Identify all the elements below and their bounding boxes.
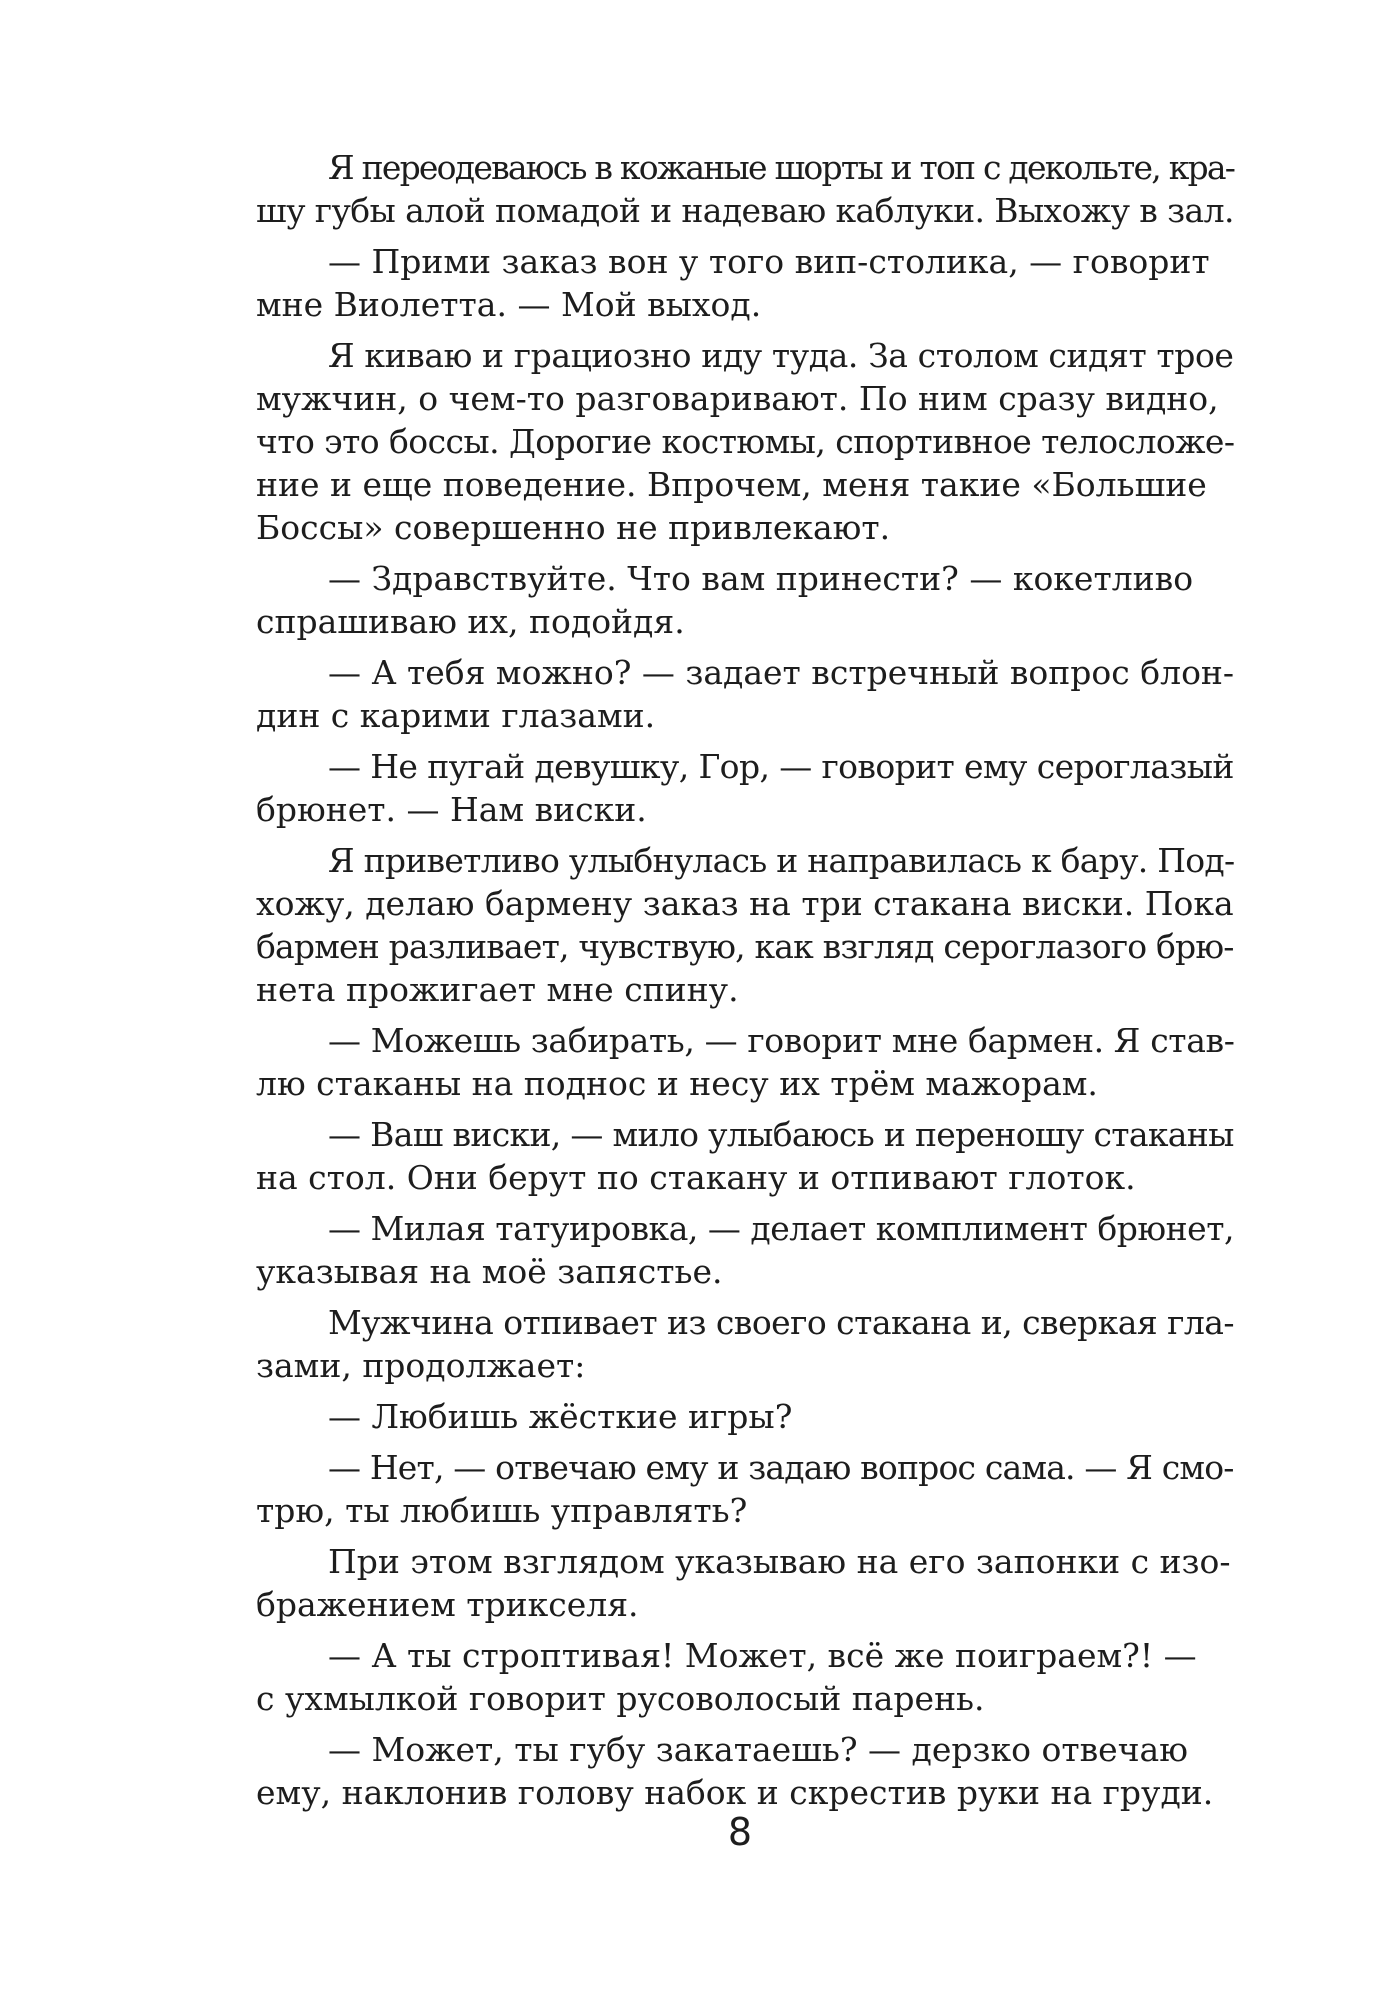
paragraph-gap <box>256 1626 1234 1634</box>
paragraph-gap <box>256 549 1234 557</box>
paragraph-gap <box>256 1720 1234 1728</box>
paragraph-line: на стол. Они берут по стакану и отпивают глоток. <box>256 1158 1136 1197</box>
paragraph-first-line: — Милая татуировка, — делает комплимент брюнет, <box>328 1209 1234 1248</box>
paragraph-line: мужчин, о чем-то разговаривают. По ним сразу видно, <box>256 379 1219 418</box>
paragraph-line: нета прожигает мне спину. <box>256 970 739 1009</box>
paragraph-gap <box>256 1105 1234 1113</box>
paragraph-line: что это боссы. Дорогие костюмы, спортивное телосложе- <box>256 422 1235 461</box>
paragraph-gap <box>256 1199 1234 1207</box>
paragraph-line: лю стаканы на поднос и несу их трём мажорам. <box>256 1064 1098 1103</box>
paragraph-line: ему, наклонив голову набок и скрестив руки на груди. <box>256 1773 1214 1812</box>
paragraph-line: указывая на моё запястье. <box>256 1252 723 1291</box>
paragraph-line: спрашиваю их, подойдя. <box>256 602 685 641</box>
paragraph-first-line: — Можешь забирать, — говорит мне бармен. Я став- <box>328 1021 1235 1060</box>
paragraph-line: ние и еще поведение. Впрочем, меня такие «Большие <box>256 465 1207 504</box>
paragraph-gap <box>256 643 1234 651</box>
paragraph-first-line: — А тебя можно? — задает встречный вопрос блон- <box>328 653 1235 692</box>
paragraph-line: трю, ты любишь управлять? <box>256 1491 748 1530</box>
paragraph-first-line: Мужчина отпивает из своего стакана и, сверкая гла- <box>328 1303 1235 1342</box>
paragraph-first-line: При этом взглядом указываю на его запонки с изо- <box>328 1542 1231 1581</box>
paragraph-first-line: — А ты строптивая! Может, всё же поиграем?! — <box>328 1636 1197 1675</box>
paragraph-line: зами, продолжает: <box>256 1346 586 1385</box>
paragraph-gap <box>256 737 1234 745</box>
paragraph-gap <box>256 1387 1234 1395</box>
paragraph-line: брюнет. — Нам виски. <box>256 790 647 829</box>
paragraph-first-line: — Не пугай девушку, Гор, — говорит ему сероглазый <box>328 747 1234 786</box>
paragraph-line: бармен разливает, чувствую, как взгляд сероглазого брю- <box>256 927 1234 966</box>
paragraph-line: хожу, делаю бармену заказ на три стакана виски. Пока <box>256 884 1234 923</box>
paragraph-first-line: — Нет, — отвечаю ему и задаю вопрос сама. — Я смо- <box>328 1448 1234 1487</box>
paragraph-gap <box>256 326 1234 334</box>
paragraph-line: с ухмылкой говорит русоволосый парень. <box>256 1679 985 1718</box>
paragraph-line: дин с карими глазами. <box>256 696 656 735</box>
paragraph-line: шу губы алой помадой и надеваю каблуки. Выхожу в зал. <box>256 191 1234 230</box>
paragraph-gap <box>256 1293 1234 1301</box>
paragraph-first-line: Я приветливо улыбнулась и направилась к бару. Под- <box>328 841 1235 880</box>
paragraph-first-line: — Любишь жёсткие игры? <box>328 1397 793 1436</box>
paragraph-first-line: — Прими заказ вон у того вип-столика, — говорит <box>328 242 1210 281</box>
paragraph-gap <box>256 1438 1234 1446</box>
paragraph-gap <box>256 1011 1234 1019</box>
paragraph-first-line: — Здравствуйте. Что вам принести? — кокетливо <box>328 559 1194 598</box>
paragraph-first-line: Я переодеваюсь в кожаные шорты и топ с декольте, кра- <box>328 148 1235 187</box>
paragraph-gap <box>256 232 1234 240</box>
paragraph-gap <box>256 1532 1234 1540</box>
body-text <box>256 146 1234 1814</box>
paragraph-first-line: — Может, ты губу закатаешь? — дерзко отвечаю <box>328 1730 1188 1769</box>
page-number: 8 <box>727 1810 753 1854</box>
paragraph-line: мне Виолетта. — Мой выход. <box>256 285 762 324</box>
paragraph-line: Боссы» совершенно не привлекают. <box>256 508 891 547</box>
paragraph-line: бражением трикселя. <box>256 1585 639 1624</box>
paragraph-first-line: Я киваю и грациозно иду туда. За столом сидят трое <box>328 336 1234 375</box>
paragraph-gap <box>256 831 1234 839</box>
paragraph-first-line: — Ваш виски, — мило улыбаюсь и переношу стаканы <box>328 1115 1234 1154</box>
